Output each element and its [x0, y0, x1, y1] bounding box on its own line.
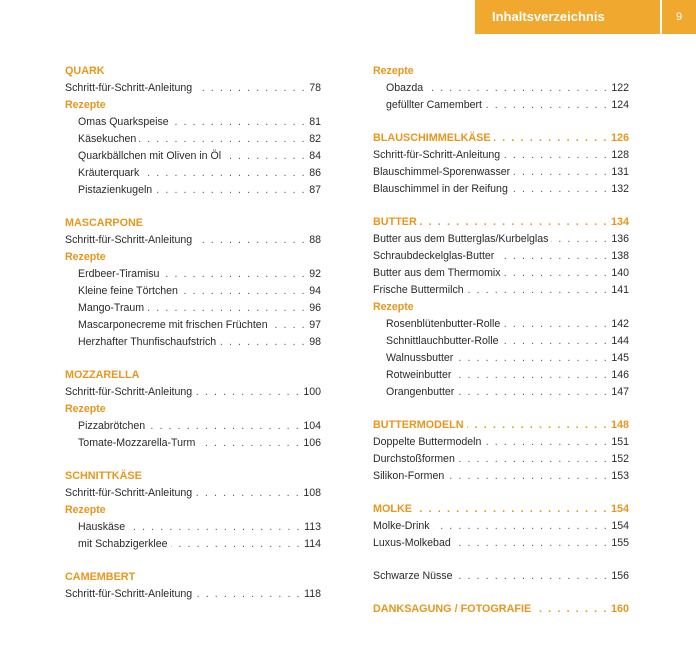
toc-entry[interactable] [373, 248, 629, 265]
toc-entry[interactable] [65, 485, 321, 502]
toc-entry[interactable] [373, 568, 629, 585]
toc-entry-title: Doppelte Buttermodeln [373, 436, 482, 448]
recipes-subheading: Rezepte [65, 504, 106, 516]
dot-leader [147, 300, 306, 317]
toc-recipe-entry[interactable] [65, 418, 321, 435]
toc-entry[interactable] [373, 535, 629, 552]
toc-section-heading[interactable] [373, 601, 629, 618]
toc-page-number: 96 [309, 302, 321, 314]
toc-recipe-entry[interactable] [65, 182, 321, 199]
dot-leader [467, 282, 609, 299]
toc-recipe-entry[interactable] [373, 316, 629, 333]
toc-entry-title: Quarkbällchen mit Oliven in Öl [78, 150, 222, 162]
toc-entry[interactable] [373, 164, 629, 181]
toc-page-number: 141 [611, 284, 629, 296]
toc-recipe-entry[interactable] [65, 317, 321, 334]
toc-page-number: 97 [309, 319, 321, 331]
section-spacer [373, 485, 629, 501]
toc-entry-title: Erdbeer-Tiramisu [78, 268, 160, 280]
toc-recipe-entry[interactable] [65, 300, 321, 317]
toc-entry-title: Schritt-für-Schritt-Anleitung [65, 386, 193, 398]
toc-entry-title: Tomate-Mozzarella-Turm [78, 437, 196, 449]
recipes-subheading: Rezepte [65, 99, 106, 111]
toc-page-number: 144 [611, 335, 629, 347]
toc-recipe-entry[interactable] [65, 283, 321, 300]
toc-entry[interactable] [373, 181, 629, 198]
toc-entry-title: Mascarponecreme mit frischen Früchten [78, 319, 268, 331]
toc-entry-title: Rosenblütenbutter-Rolle [386, 318, 501, 330]
toc-entry[interactable] [373, 282, 629, 299]
section-spacer [65, 351, 321, 367]
toc-entry-title: Omas Quarkspeise [78, 116, 169, 128]
toc-recipe-entry[interactable] [65, 435, 321, 452]
toc-entry-title: Butter aus dem Thermomix [373, 267, 501, 279]
toc-recipe-entry[interactable] [373, 367, 629, 384]
dot-leader [447, 468, 608, 485]
toc-right-column [373, 63, 629, 618]
section-spacer [373, 401, 629, 417]
toc-page-number: 122 [611, 82, 629, 94]
dot-leader [454, 535, 609, 552]
toc-page-number: 106 [303, 437, 321, 449]
toc-page-number: 154 [610, 503, 629, 515]
recipes-subheading: Rezepte [65, 403, 106, 415]
toc-page-number: 126 [610, 132, 629, 144]
toc-page-number: 156 [611, 570, 629, 582]
toc-entry-title: Schritt-für-Schritt-Anleitung [65, 588, 193, 600]
toc-entry-title: DANKSAGUNG / FOTOGRAFIE [373, 603, 532, 615]
toc-page-number: 153 [611, 470, 629, 482]
toc-left-column [65, 63, 321, 603]
toc-entry[interactable] [373, 518, 629, 535]
toc-recipe-entry[interactable] [65, 114, 321, 131]
dot-leader [501, 333, 608, 350]
toc-page-number: 132 [611, 183, 629, 195]
page-number: 9 [662, 0, 696, 34]
toc-page-number: 151 [611, 436, 629, 448]
toc-page-number: 78 [309, 82, 321, 94]
toc-page-number: 108 [303, 487, 321, 499]
toc-page-number: 145 [611, 352, 629, 364]
toc-entry-title: Schwarze Nüsse [373, 570, 453, 582]
toc-entry-title: Schraubdeckelglas-Butter [373, 250, 495, 262]
toc-entry-title: Kleine feine Törtchen [78, 285, 178, 297]
toc-entry-title: QUARK [65, 65, 105, 77]
dot-leader [195, 232, 306, 249]
toc-page-number: 124 [611, 99, 629, 111]
dot-leader [195, 80, 306, 97]
dot-leader [139, 131, 306, 148]
toc-entry-title: Herzhafter Thunfischaufstrich [78, 336, 217, 348]
dot-leader [494, 130, 608, 147]
toc-entry[interactable] [65, 586, 321, 603]
toc-page-number: 88 [309, 234, 321, 246]
toc-entry-title: gefüllter Camembert [386, 99, 482, 111]
toc-recipe-entry[interactable] [373, 384, 629, 401]
toc-entry-title: Silikon-Formen [373, 470, 445, 482]
toc-entry-title: Frische Buttermilch [373, 284, 464, 296]
section-spacer [373, 552, 629, 568]
toc-page-number: 148 [610, 419, 629, 431]
toc-page-number: 82 [309, 133, 321, 145]
toc-page-number: 134 [610, 216, 629, 228]
dot-leader [504, 265, 609, 282]
dot-leader [195, 485, 300, 502]
toc-page-number: 94 [309, 285, 321, 297]
dot-leader [513, 164, 608, 181]
toc-entry[interactable] [373, 468, 629, 485]
toc-entry-title: Obazda [386, 82, 424, 94]
section-spacer [65, 553, 321, 569]
dot-leader [181, 283, 306, 300]
toc-entry-title: MOLKE [373, 503, 412, 515]
toc-page-number: 92 [309, 268, 321, 280]
toc-entry-title: Orangenbutter [386, 386, 455, 398]
toc-entry-title: Schritt-für-Schritt-Anleitung [65, 234, 193, 246]
toc-page-number: 98 [309, 336, 321, 348]
recipes-subheading: Rezepte [373, 301, 414, 313]
toc-entry-title: Schritt-für-Schritt-Anleitung [65, 82, 193, 94]
toc-page-number: 154 [611, 520, 629, 532]
toc-page-number: 81 [309, 116, 321, 128]
toc-recipe-entry[interactable] [65, 334, 321, 351]
dot-leader [426, 80, 608, 97]
dot-leader [271, 317, 307, 334]
dot-leader [128, 519, 301, 536]
toc-recipe-entry[interactable] [65, 131, 321, 148]
toc-section-heading[interactable] [65, 468, 321, 485]
toc-entry-title: Pistazienkugeln [78, 184, 153, 196]
dot-leader [457, 384, 608, 401]
dot-leader [497, 248, 608, 265]
toc-page-number: 128 [611, 149, 629, 161]
toc-recipe-entry[interactable] [373, 80, 629, 97]
toc-entry-title: Pizzabrötchen [78, 420, 146, 432]
recipes-subheading: Rezepte [65, 251, 106, 263]
dot-leader [171, 536, 302, 553]
toc-entry-title: MASCARPONE [65, 217, 143, 229]
toc-page-number: 84 [309, 150, 321, 162]
toc-recipe-entry[interactable] [373, 333, 629, 350]
dot-leader [551, 231, 608, 248]
toc-entry-title: Blauschimmel in der Reifung [373, 183, 508, 195]
dot-leader [142, 165, 306, 182]
toc-entry[interactable] [373, 434, 629, 451]
toc-section-heading[interactable] [65, 367, 321, 384]
dot-leader [433, 518, 609, 535]
toc-entry-title: Hauskäse [78, 521, 126, 533]
toc-section-heading[interactable] [373, 501, 629, 518]
dot-leader [195, 384, 300, 401]
dot-leader [224, 148, 306, 165]
toc-recipe-entry[interactable] [65, 266, 321, 283]
dot-leader [511, 181, 608, 198]
section-spacer [373, 585, 629, 601]
toc-page-number: 100 [303, 386, 321, 398]
section-title-tab: Inhaltsverzeichnis [475, 0, 660, 34]
toc-entry-title: Luxus-Molkebad [373, 537, 451, 549]
dot-leader [455, 568, 608, 585]
toc-entry-title: SCHNITTKÄSE [65, 470, 142, 482]
toc-recipe-entry[interactable] [65, 148, 321, 165]
toc-entry-title: Schnittlauchbutter-Rolle [386, 335, 499, 347]
section-spacer [373, 198, 629, 214]
toc-entry[interactable] [373, 265, 629, 282]
toc-entry[interactable] [373, 231, 629, 248]
toc-entry-title: Butter aus dem Butterglas/Kurbelglas [373, 233, 549, 245]
toc-page-number: 155 [611, 537, 629, 549]
dot-leader [195, 586, 301, 603]
toc-page-number: 118 [304, 588, 321, 600]
toc-section-heading[interactable] [65, 569, 321, 586]
toc-entry-title: Kräuterquark [78, 167, 140, 179]
section-spacer [65, 199, 321, 215]
toc-recipe-entry[interactable] [373, 97, 629, 114]
toc-page-number: 140 [611, 267, 629, 279]
dot-leader [219, 334, 306, 351]
toc-entry-title: BUTTER [373, 216, 417, 228]
toc-entry[interactable] [65, 232, 321, 249]
toc-page-number: 146 [611, 369, 629, 381]
dot-leader [172, 114, 307, 131]
toc-page-number: 104 [303, 420, 321, 432]
toc-recipe-entry[interactable] [65, 536, 321, 553]
toc-section-heading[interactable] [65, 215, 321, 232]
toc-entry-title: BUTTERMODELN [373, 419, 464, 431]
dot-leader [155, 182, 306, 199]
toc-section-heading[interactable] [373, 417, 629, 434]
section-spacer [373, 114, 629, 130]
toc-entry[interactable] [373, 451, 629, 468]
toc-page-number: 147 [611, 386, 629, 398]
dot-leader [454, 367, 608, 384]
toc-page-number: 138 [611, 250, 629, 262]
dot-leader [198, 435, 300, 452]
toc-page-number: 142 [611, 318, 629, 330]
dot-leader [503, 316, 608, 333]
toc-page-number: 87 [309, 184, 321, 196]
toc-page-number: 160 [610, 603, 629, 615]
toc-entry-title: Mango-Traum [78, 302, 145, 314]
toc-entry-title: mit Schabzigerklee [78, 538, 168, 550]
dot-leader [534, 601, 608, 618]
dot-leader [148, 418, 300, 435]
toc-recipe-entry[interactable] [65, 519, 321, 536]
toc-entry-title: Käsekuchen [78, 133, 137, 145]
toc-entry-title: Blauschimmel-Sporenwasser [373, 166, 511, 178]
toc-entry[interactable] [65, 384, 321, 401]
dot-leader [415, 501, 608, 518]
toc-page-number: 114 [304, 538, 321, 550]
toc-recipe-entry[interactable] [373, 350, 629, 367]
toc-page-number: 136 [611, 233, 629, 245]
toc-section-heading[interactable] [373, 130, 629, 147]
dot-leader [162, 266, 306, 283]
dot-leader [458, 451, 608, 468]
dot-leader [484, 434, 608, 451]
toc-entry-title: MOZZARELLA [65, 369, 140, 381]
toc-entry-title: Schritt-für-Schritt-Anleitung [65, 487, 193, 499]
dot-leader [467, 417, 608, 434]
dot-leader [420, 214, 608, 231]
recipes-subheading: Rezepte [373, 65, 414, 77]
toc-entry[interactable] [373, 147, 629, 164]
toc-entry-title: Rotweinbutter [386, 369, 452, 381]
toc-entry-title: Schritt-für-Schritt-Anleitung [373, 149, 501, 161]
toc-recipe-entry[interactable] [65, 165, 321, 182]
toc-entry-title: BLAUSCHIMMELKÄSE [373, 132, 491, 144]
toc-page-number: 113 [304, 521, 321, 533]
toc-entry-title: Molke-Drink [373, 520, 430, 532]
toc-entry-title: Durchstoßformen [373, 453, 455, 465]
toc-section-heading[interactable] [65, 63, 321, 80]
section-spacer [65, 452, 321, 468]
toc-section-heading[interactable] [373, 214, 629, 231]
dot-leader [503, 147, 608, 164]
toc-entry[interactable] [65, 80, 321, 97]
toc-page-number: 152 [611, 453, 629, 465]
dot-leader [456, 350, 608, 367]
toc-page-number: 131 [611, 166, 629, 178]
toc-entry-title: Walnussbutter [386, 352, 454, 364]
toc-entry-title: CAMEMBERT [65, 571, 136, 583]
toc-page-number: 86 [309, 167, 321, 179]
dot-leader [485, 97, 608, 114]
